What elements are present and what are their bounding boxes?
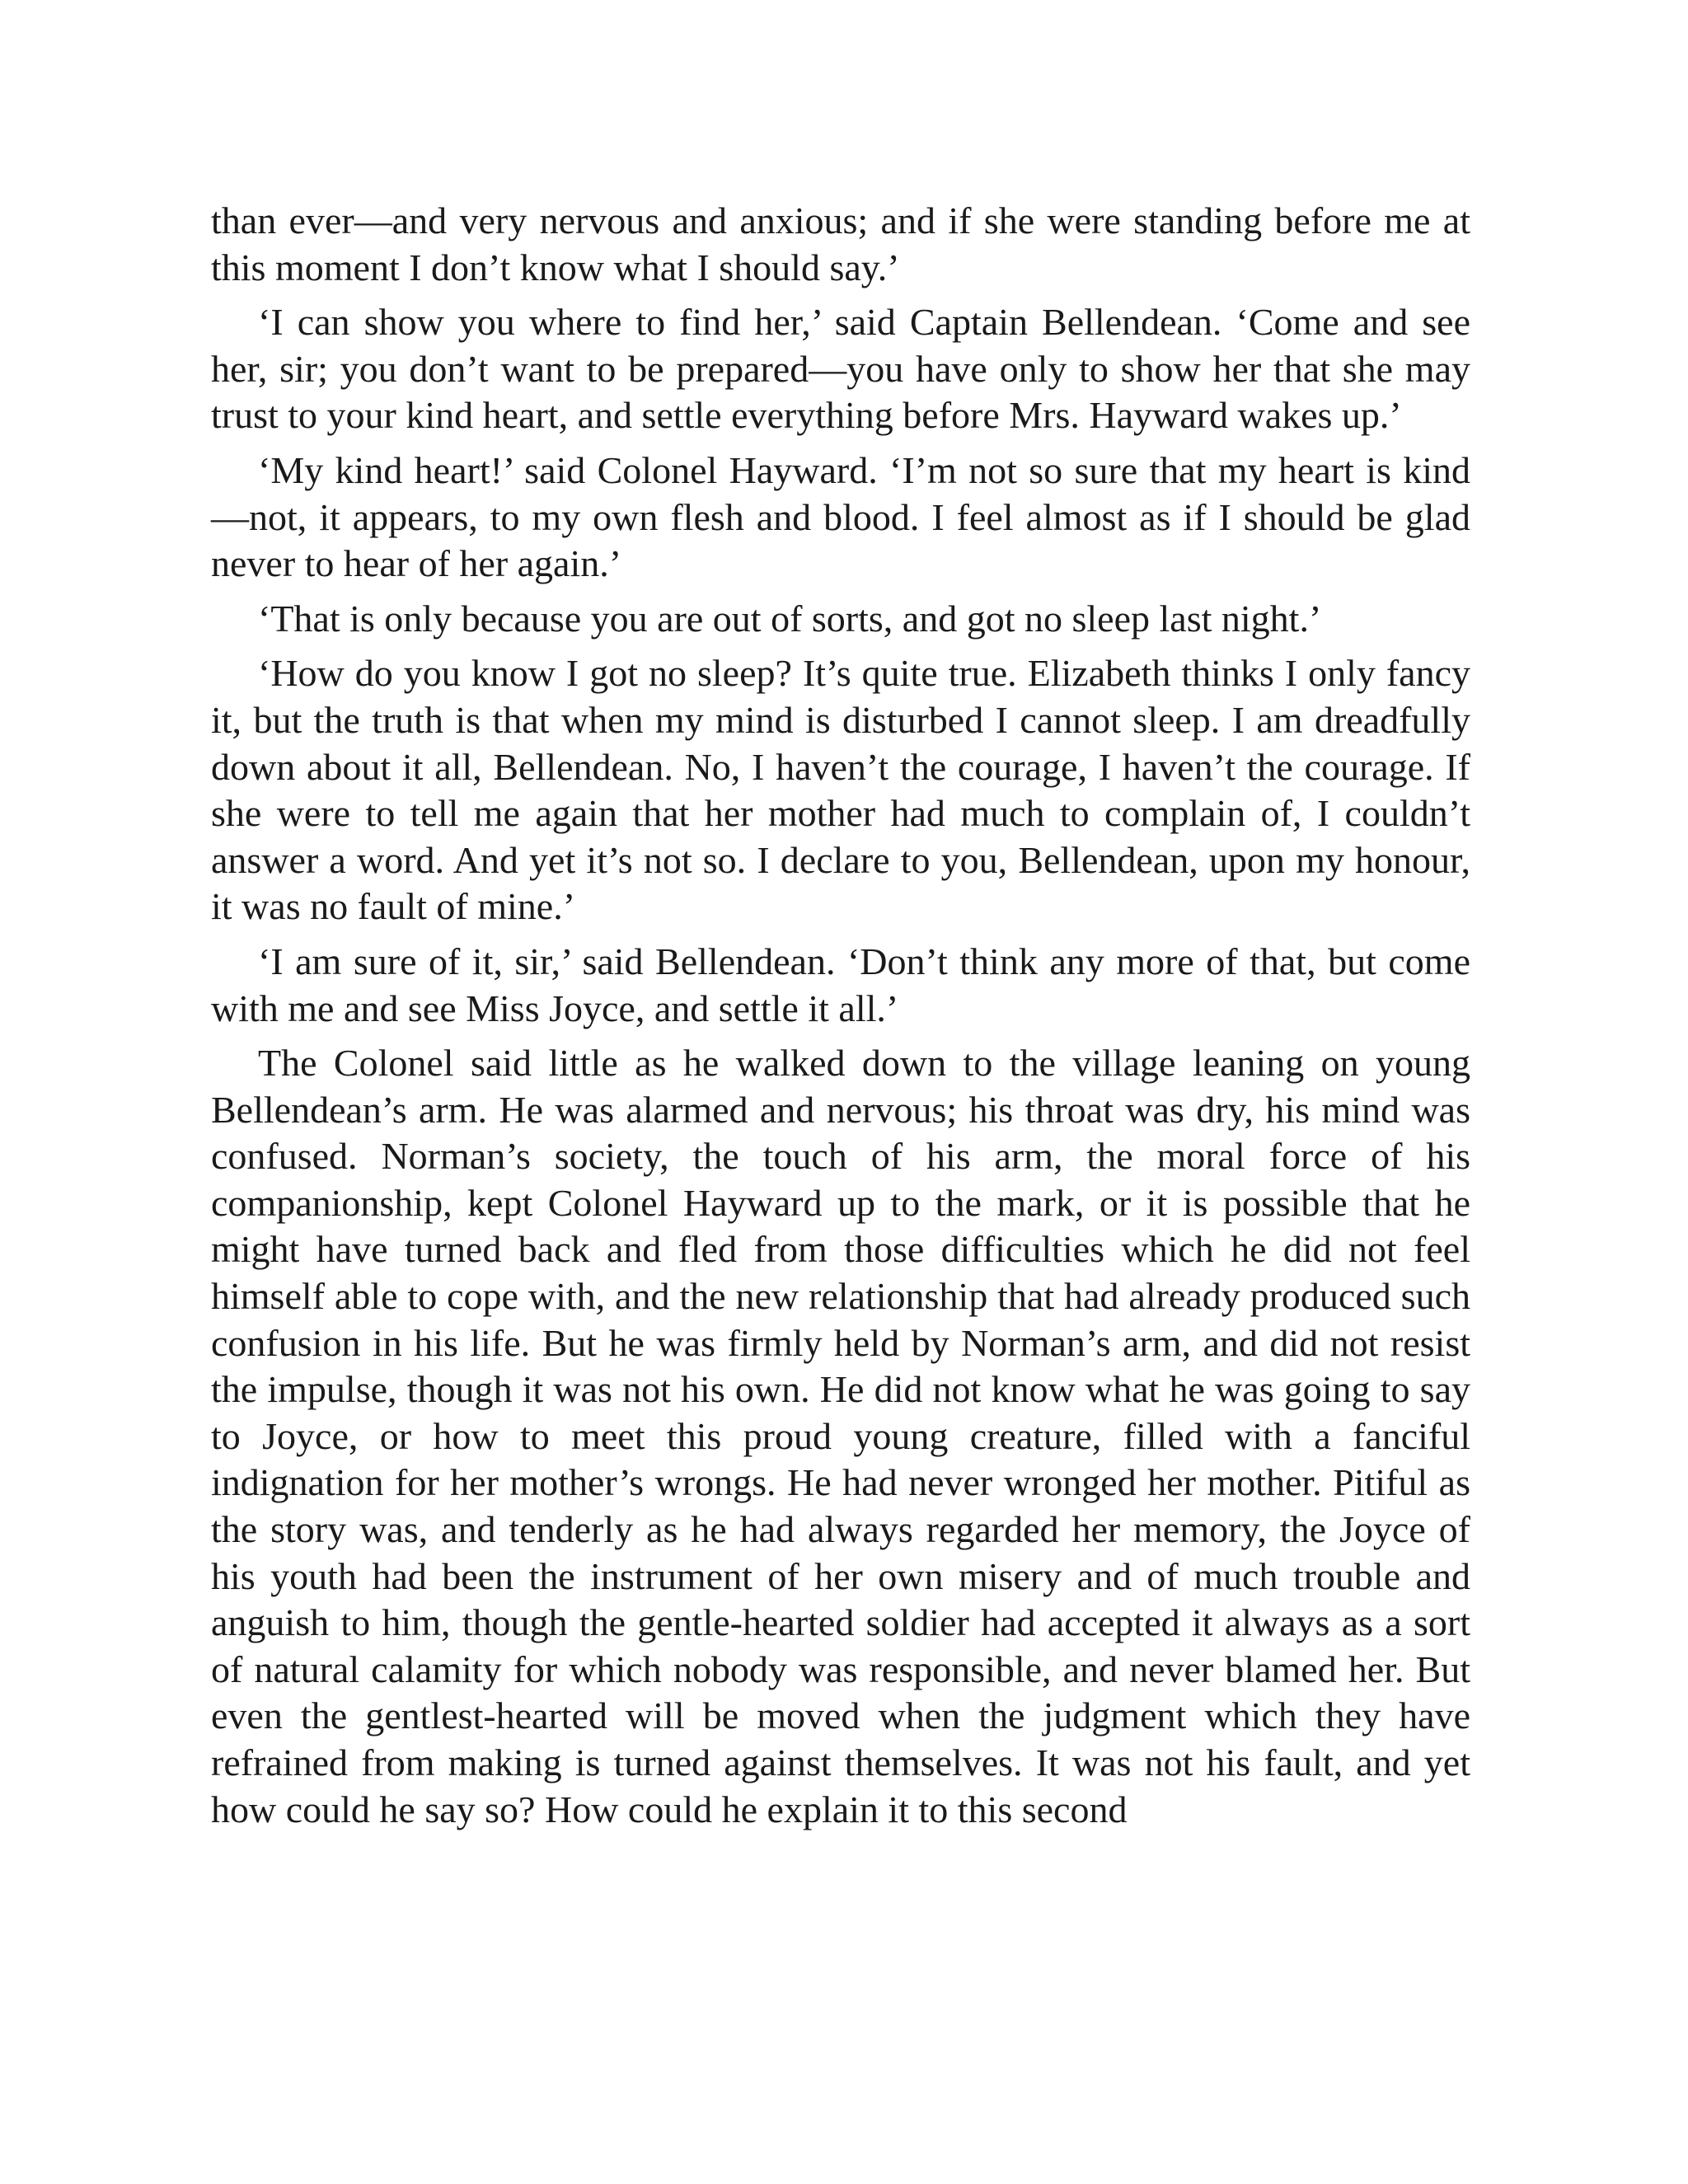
paragraph: ‘That is only because you are out of sorts, and got no sleep last night.’ (258, 597, 1322, 640)
page-body (211, 198, 1470, 1841)
paragraph-continued: than ever—and very nervous and anxious; and if she were standing before me at this moment I don’t know what I should say.’ (211, 199, 1470, 288)
paragraph: ‘I can show you where to find her,’ said Captain Bellendean. ‘Come and see her, sir; you don’t want to be prepared—you have only to show her that she may trust to your kind heart, and settle everything before Mrs. Hayward wakes up.’ (211, 301, 1470, 437)
paragraph: The Colonel said little as he walked down to the village leaning on young Bellendean’s arm. He was alarmed and nervous; his throat was dry, his mind was confused. Norman’s society, the touch of his arm, the moral force of his companionship, kept Colonel Hayward up to the mark, or it is possible that he might have turned back and fled from those difficulties which he did not feel himself able to cope with, and the new relationship that had already produced such confusion in his life. But he was firmly held by Norman’s arm, and did not resist the impulse, though it was not his own. He did not know what he was going to say to Joyce, or how to meet this proud young creature, filled with a fanciful indignation for her mother’s wrongs. He had never wronged her mother. Pitiful as the story was, and tenderly as he had always regarded her memory, the Joyce of his youth had been the instrument of her own misery and of much trouble and anguish to him, though the gentle-hearted soldier had accepted it always as a sort of natural calamity for which nobody was responsible, and never blamed her. But even the gentlest-hearted will be moved when the judgment which they have refrained from making is turned against themselves. It was not his fault, and yet how could he say so? How could he explain it to this second (211, 1042, 1470, 1830)
paragraph: ‘My kind heart!’ said Colonel Hayward. ‘I’m not so sure that my heart is kind—not, it appears, to my own flesh and blood. I feel almost as if I should be glad never to hear of her again.’ (211, 448, 1470, 585)
paragraph: ‘How do you know I got no sleep? It’s quite true. Elizabeth thinks I only fancy it, but the truth is that when my mind is disturbed I cannot sleep. I am dreadfully down about it all, Bellendean. No, I haven’t the courage, I haven’t the courage. If she were to tell me again that her mother had much to complain of, I couldn’t answer a word. And yet it’s not so. I declare to you, Bellendean, upon my honour, it was no fault of mine.’ (211, 652, 1470, 928)
paragraph: ‘I am sure of it, sir,’ said Bellendean. ‘Don’t think any more of that, but come with me and see Miss Joyce, and settle it all.’ (211, 940, 1470, 1029)
